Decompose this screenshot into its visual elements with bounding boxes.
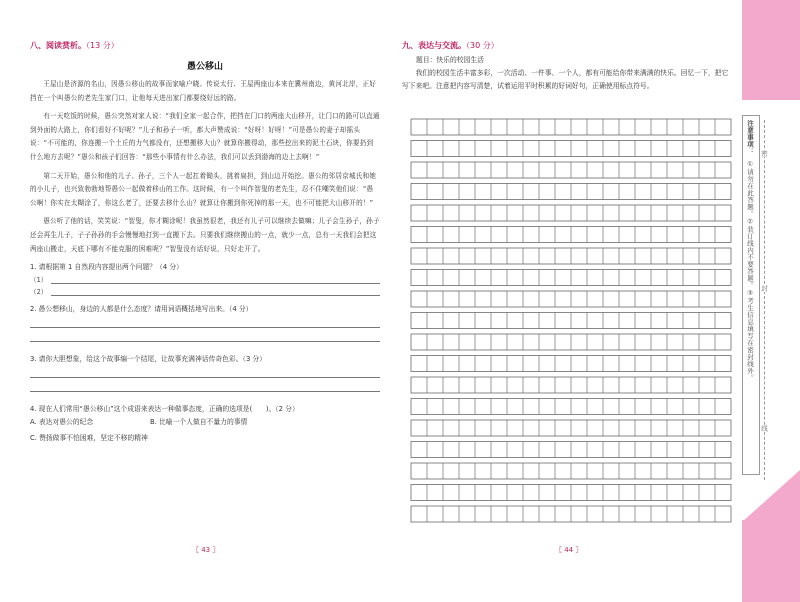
- binding-decoration-bottom: [742, 520, 800, 602]
- reading-section-header: [30, 40, 380, 51]
- binding-decoration-top: [742, 0, 800, 100]
- option-b[interactable]: B. 比喻一个人做自不量力的事情: [150, 418, 248, 427]
- cut-label-feng: 封: [760, 285, 768, 292]
- question-2: 2. 愚公想移山，身边的人都是什么态度？请用词语概括地写出来。（4 分）: [30, 305, 253, 314]
- cut-label-mi: 密: [760, 150, 768, 157]
- story-title: 愚公移山: [186, 62, 223, 72]
- reading-section-score: （13 分）: [86, 41, 119, 50]
- option-a[interactable]: A. 表达对愚公的纪念: [30, 418, 94, 427]
- question-4: 4. 现在人们常用“愚公移山”这个成语来表达一种做事态度，正确的选项是( )。（2 分）: [30, 405, 299, 414]
- composition-grid[interactable]: [410, 118, 732, 534]
- answer-line-2-1[interactable]: [30, 314, 380, 328]
- right-page: [402, 40, 732, 93]
- answer-line-3-1[interactable]: [30, 364, 380, 378]
- binding-decoration-wedge: [742, 470, 800, 522]
- answer-line-3-2[interactable]: [30, 378, 380, 392]
- question-4-options: [30, 414, 380, 446]
- notice-text: ①请勿在此答题。②装订线内不要答题。③考生信息填写在密封线外。: [746, 160, 754, 382]
- answer-underline: [51, 275, 380, 284]
- essay-topic: 题目：快乐的校园生活: [416, 56, 484, 64]
- answer-line-2-2[interactable]: [30, 328, 380, 342]
- blank-label-2: （2）: [30, 288, 48, 297]
- question-3: 3. 请你大胆想象，给这个故事编一个结尾，让故事充满神话传奇色彩。（3 分）: [30, 355, 267, 364]
- story-paragraph-4: 愚公听了他的话，笑笑说：“智叟，你才糊涂呢！我虽然很老，我还有儿子可以继续去做嘛；儿子会生孙子，孙子还会再生儿子，子子孙孙的手会慢慢地打到一直搬下去。只要我们继续搬山的一点，就少一点，总有一天我们会把这两座山搬走，天底下哪有不能克服的困难呢？”智叟没有话好说，只好走开了。: [30, 217, 380, 253]
- page-number-right: 〖 44 〗: [555, 546, 583, 554]
- answer-line-1-1[interactable]: [30, 272, 380, 284]
- writing-section-header: [402, 40, 732, 51]
- page-number-left: 〖 43 〗: [192, 546, 220, 554]
- story-paragraph-1: 王屋山是济源的名山，因愚公移山的故事而家喻户晓。传说太行、王屋两座山本来在冀州南边，黄河北岸，正好挡在一个叫愚公的老先生家门口，让他每天进出家门都要绕好远的路。: [30, 80, 377, 102]
- notice-box: [742, 115, 760, 475]
- blank-label-1: （1）: [30, 276, 48, 285]
- answer-underline: [51, 287, 380, 296]
- option-c[interactable]: C. 赞扬做事不怕困难，坚定不移的精神: [30, 434, 148, 443]
- story-paragraph-2: 有一天吃饭的时候，愚公突然对家人说：“我们全家一起合作，把挡在门口的两座大山移开，让门口的路可以直通到外面的大路上，你们看好不好呢？”儿子和孙子一听，都大声赞成说：“好呀！好呀！”可是愚公的妻子却摇头说：“不可能的，你连搬一个土丘的力气都没有，还想搬移大山？就算你搬得动，那些挖出来的泥土石块，你要扔到什么地方去呢？”愚公和孩子们回答：“那些小事情有什么办法，我们可以丢到渤海的边上去啊！”: [30, 112, 380, 161]
- writing-section-score: （30 分）: [466, 41, 499, 50]
- reading-section-title: 八、阅读赏析。: [30, 41, 86, 50]
- left-page: [30, 40, 380, 446]
- answer-line-1-2[interactable]: [30, 284, 380, 296]
- composition-grid-svg[interactable]: [410, 118, 732, 530]
- writing-section-title: 九、表达与交流。: [402, 41, 466, 50]
- question-1: 1. 请根据第 1 自然段内容提出两个问题？（4 分）: [30, 263, 183, 272]
- story-paragraph-3: 第二天开始，愚公和他的儿子、孙子，三个人一起扛着锄头，挑着扁担，到山边开始挖。愚公的邻居京城氏和她的小儿子，也兴致勃勃地帮愚公一起做着移山的工作。这时候，有一个叫作智叟的老先生，忍不住嘲笑他们说：“愚公啊！你实在太糊涂了，你这么老了，还要去移什么山？就算让你搬到你死掉的那一天，也不可能把大山移开的！”: [30, 171, 377, 207]
- cut-label-xian: 线: [760, 425, 768, 432]
- notice-title: 注意事项：: [746, 120, 754, 155]
- essay-instructions: 我们的校园生活丰富多彩，一次活动、一件事、一个人，都有可能给你带来满满的快乐。回忆一下，把它写下来吧。注意把内容写清楚，试着运用平时积累的好词好句，正确使用标点符号。: [402, 69, 729, 90]
